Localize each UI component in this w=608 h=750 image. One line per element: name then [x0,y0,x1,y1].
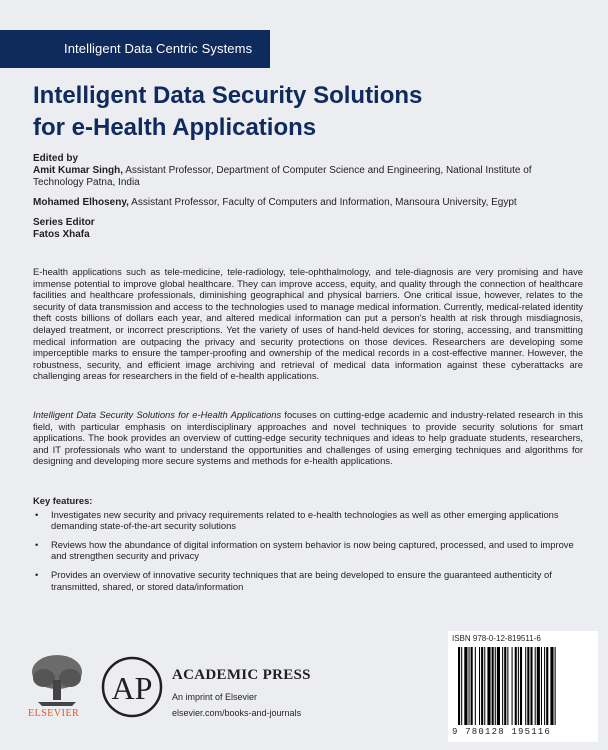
barcode-bar [458,647,460,725]
list-item: • Provides an overview of innovative security techniques that are being developed to ensure the guaranteed authenticity of transmitted, shared, or stored data/information [35,568,552,592]
barcode-bar [518,647,519,725]
barcode-bar [495,647,496,725]
isbn-label: ISBN 978-0-12-819511-6 [452,634,541,643]
barcode-bar [520,647,522,725]
key-features-list [33,509,583,593]
barcode-bar [530,647,532,725]
list-item: • Investigates new security and privacy requirements related to e-health technologies as well as other emerging applications demanding state-of-the-art security solutions [35,508,559,532]
bullet-icon: • [35,508,39,520]
barcode-bar [504,647,506,725]
barcode-bar [525,647,526,725]
editors-block [33,153,583,241]
barcode-bar [475,647,476,725]
publisher-name: ACADEMIC PRESS [172,667,311,683]
imprint-line: An imprint of Elsevier [172,692,258,702]
barcode-bar [492,647,494,725]
barcode-bar [461,647,462,725]
barcode-bar [535,647,536,725]
editor-2 [33,197,583,209]
barcode-bar [481,647,483,725]
editor-1-affiliation: Assistant Professor, Department of Computer Science and Engineering, National Institute of Technology Patna, India [33,165,532,188]
barcode-bar [550,647,553,725]
isbn-barcode-box [448,631,598,742]
edited-by-label: Edited by [33,153,79,164]
barcode-bar [537,647,540,725]
publisher-url: elsevier.com/books-and-journals [172,708,302,718]
barcode-bar [484,647,485,725]
academic-press-logo [100,655,164,719]
series-editor-name: Fatos Xhafa [33,229,90,240]
list-item: • Reviews how the abundance of digital information on system behavior is now being captured, processed, and used to improve and strengthen security and privacy [35,538,574,562]
key-features-title: Key features: [33,495,93,506]
barcode-bar [502,647,503,725]
barcode-bar [515,647,517,725]
barcode-bar [469,647,470,725]
barcode-bar [507,647,508,725]
barcode-bar [546,647,548,725]
barcode-bar [555,647,556,725]
barcode-bar [487,647,490,725]
barcode [458,647,588,725]
editor-1 [33,165,583,189]
barcode-bar [527,647,529,725]
barcode-bar [541,647,542,725]
barcode-bar [479,647,480,725]
series-band: Intelligent Data Centric Systems [0,30,270,68]
barcode-digits: 9 780128 195116 [452,727,552,737]
paragraph-2-text: focuses on cutting-edge academic and industry-related research in this field, with particular emphasis on interdisciplinary approaches and novel techniques to provide security solutions for smart applications. The book provides an overview of cutting-edge security techniques and ideas to help graduate students, researchers, and IT professionals who want to understand the opportunities and challenges of using emerging techniques and algorithms for designing and developing more secure systems and methods for e-health applications. [33,409,583,467]
description-paragraph-1: E-health applications such as tele-medicine, tele-radiology, tele-ophthalmology, and tele-diagnosis are very promising and have immense potential to improve global healthcare. They can improve access, equity, and quality through the connection of healthcare facilities and healthcare professionals, diminishing geographical and physical barriers. One critical issue, however, relates to the security of data transmission and access to the technologies used to manage medical information. Currently, medical-related identity theft costs billions of dollars each year, and altered medical information can put a person's health at risk through misdiagnosis, delayed treatment, or incorrect prescriptions. Yet the variety of uses of hand-held devices for storing, accessing, and transmitting medical information are outpacing the privacy and security protections on those devices. Researchers are developing some imperceptible marks to ensure the tamper-proofing and ownership of the medical records in a cost-effective manner. However, the robustness, security, and efficient image archiving and retrieval of medical data information against these cyberattacks are challenging areas for researchers in the field of e-health applications. [33,266,583,382]
description-paragraph-2 [33,409,583,467]
title-line-1: Intelligent Data Security Solutions [33,82,423,109]
book-title-inline: Intelligent Data Security Solutions for e-Health Applications [33,409,282,420]
editor-2-affiliation: Assistant Professor, Faculty of Computers and Information, Mansoura University, Egypt [128,197,517,208]
key-features [33,495,583,599]
title-line-2: for e-Health Applications [33,114,317,141]
barcode-bar [512,647,513,725]
barcode-bar [497,647,500,725]
bullet-icon: • [35,568,39,580]
barcode-bar [471,647,473,725]
series-editor-label: Series Editor [33,217,95,228]
bullet-icon: • [35,538,39,550]
ap-logo-letters: AP [111,670,153,706]
barcode-bar [544,647,545,725]
editor-1-name: Amit Kumar Singh, [33,165,124,176]
editor-2-name: Mohamed Elhoseny, [33,197,129,208]
barcode-bar [464,647,467,725]
book-title [33,80,593,144]
elsevier-wordmark: ELSEVIER [28,708,80,719]
